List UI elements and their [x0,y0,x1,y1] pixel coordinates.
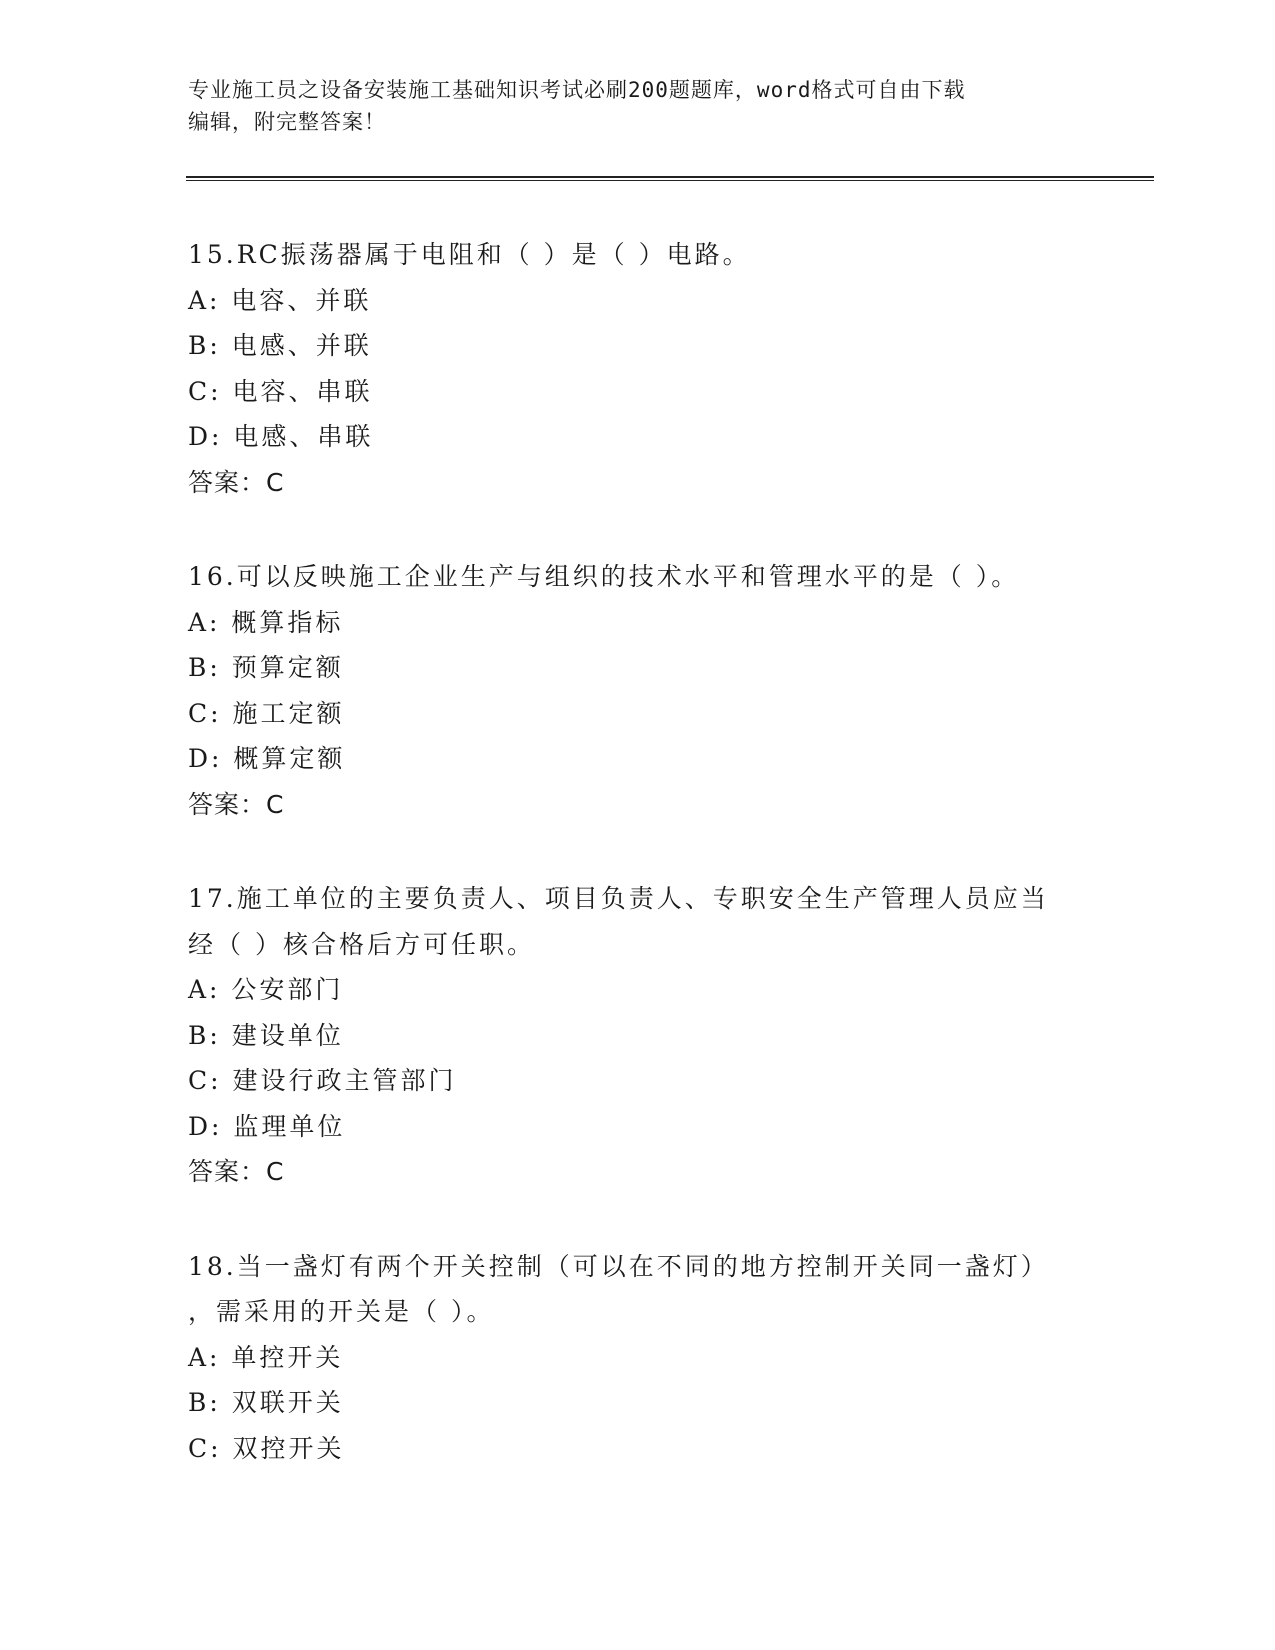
question-18 [188,1244,1088,1472]
option-a: A: 概算指标 [188,607,344,637]
document-header [188,74,1068,138]
header-line-1: 专业施工员之设备安装施工基础知识考试必刷200题题库，word格式可自由下载 [188,78,966,102]
question-17 [188,876,1088,1195]
option-a: A: 公安部门 [188,975,344,1004]
answer: 答案：C [188,467,285,497]
question-16 [188,554,1088,827]
option-c: C: 双控开关 [188,1433,345,1463]
answer: 答案：C [188,789,285,819]
option-c: C: 建设行政主管部门 [188,1066,457,1095]
option-b: B: 预算定额 [188,653,344,682]
option-c: C: 电容、串联 [188,376,373,406]
question-stem-line-2: 经（ ）核合格后方可任职。 [188,929,535,959]
option-b: B: 双联开关 [188,1388,344,1417]
option-d: D: 监理单位 [188,1111,346,1141]
question-15 [188,232,1088,505]
question-stem: 16.可以反映施工企业生产与组织的技术水平和管理水平的是（ ）。 [188,562,1020,591]
option-a: A: 单控开关 [188,1342,344,1372]
header-divider [186,176,1154,181]
question-stem-line-1: 18.当一盏灯有两个开关控制（可以在不同的地方控制开关同一盏灯） [188,1251,1049,1281]
question-stem-line-1: 17.施工单位的主要负责人、项目负责人、专职安全生产管理人员应当 [188,884,1049,913]
option-b: B: 电感、并联 [188,331,372,360]
question-stem: 15.RC振荡器属于电阻和（ ）是（ ）电路。 [188,240,751,269]
option-a: A: 电容、并联 [188,285,372,315]
question-list [188,232,1088,1520]
header-line-2: 编辑，附完整答案！ [188,110,386,134]
option-c: C: 施工定额 [188,698,345,728]
answer: 答案：C [188,1157,285,1186]
option-b: B: 建设单位 [188,1020,344,1050]
option-d: D: 电感、串联 [188,422,374,451]
option-d: D: 概算定额 [188,744,346,773]
question-stem-line-2: ，需采用的开关是（ ）。 [188,1297,495,1326]
